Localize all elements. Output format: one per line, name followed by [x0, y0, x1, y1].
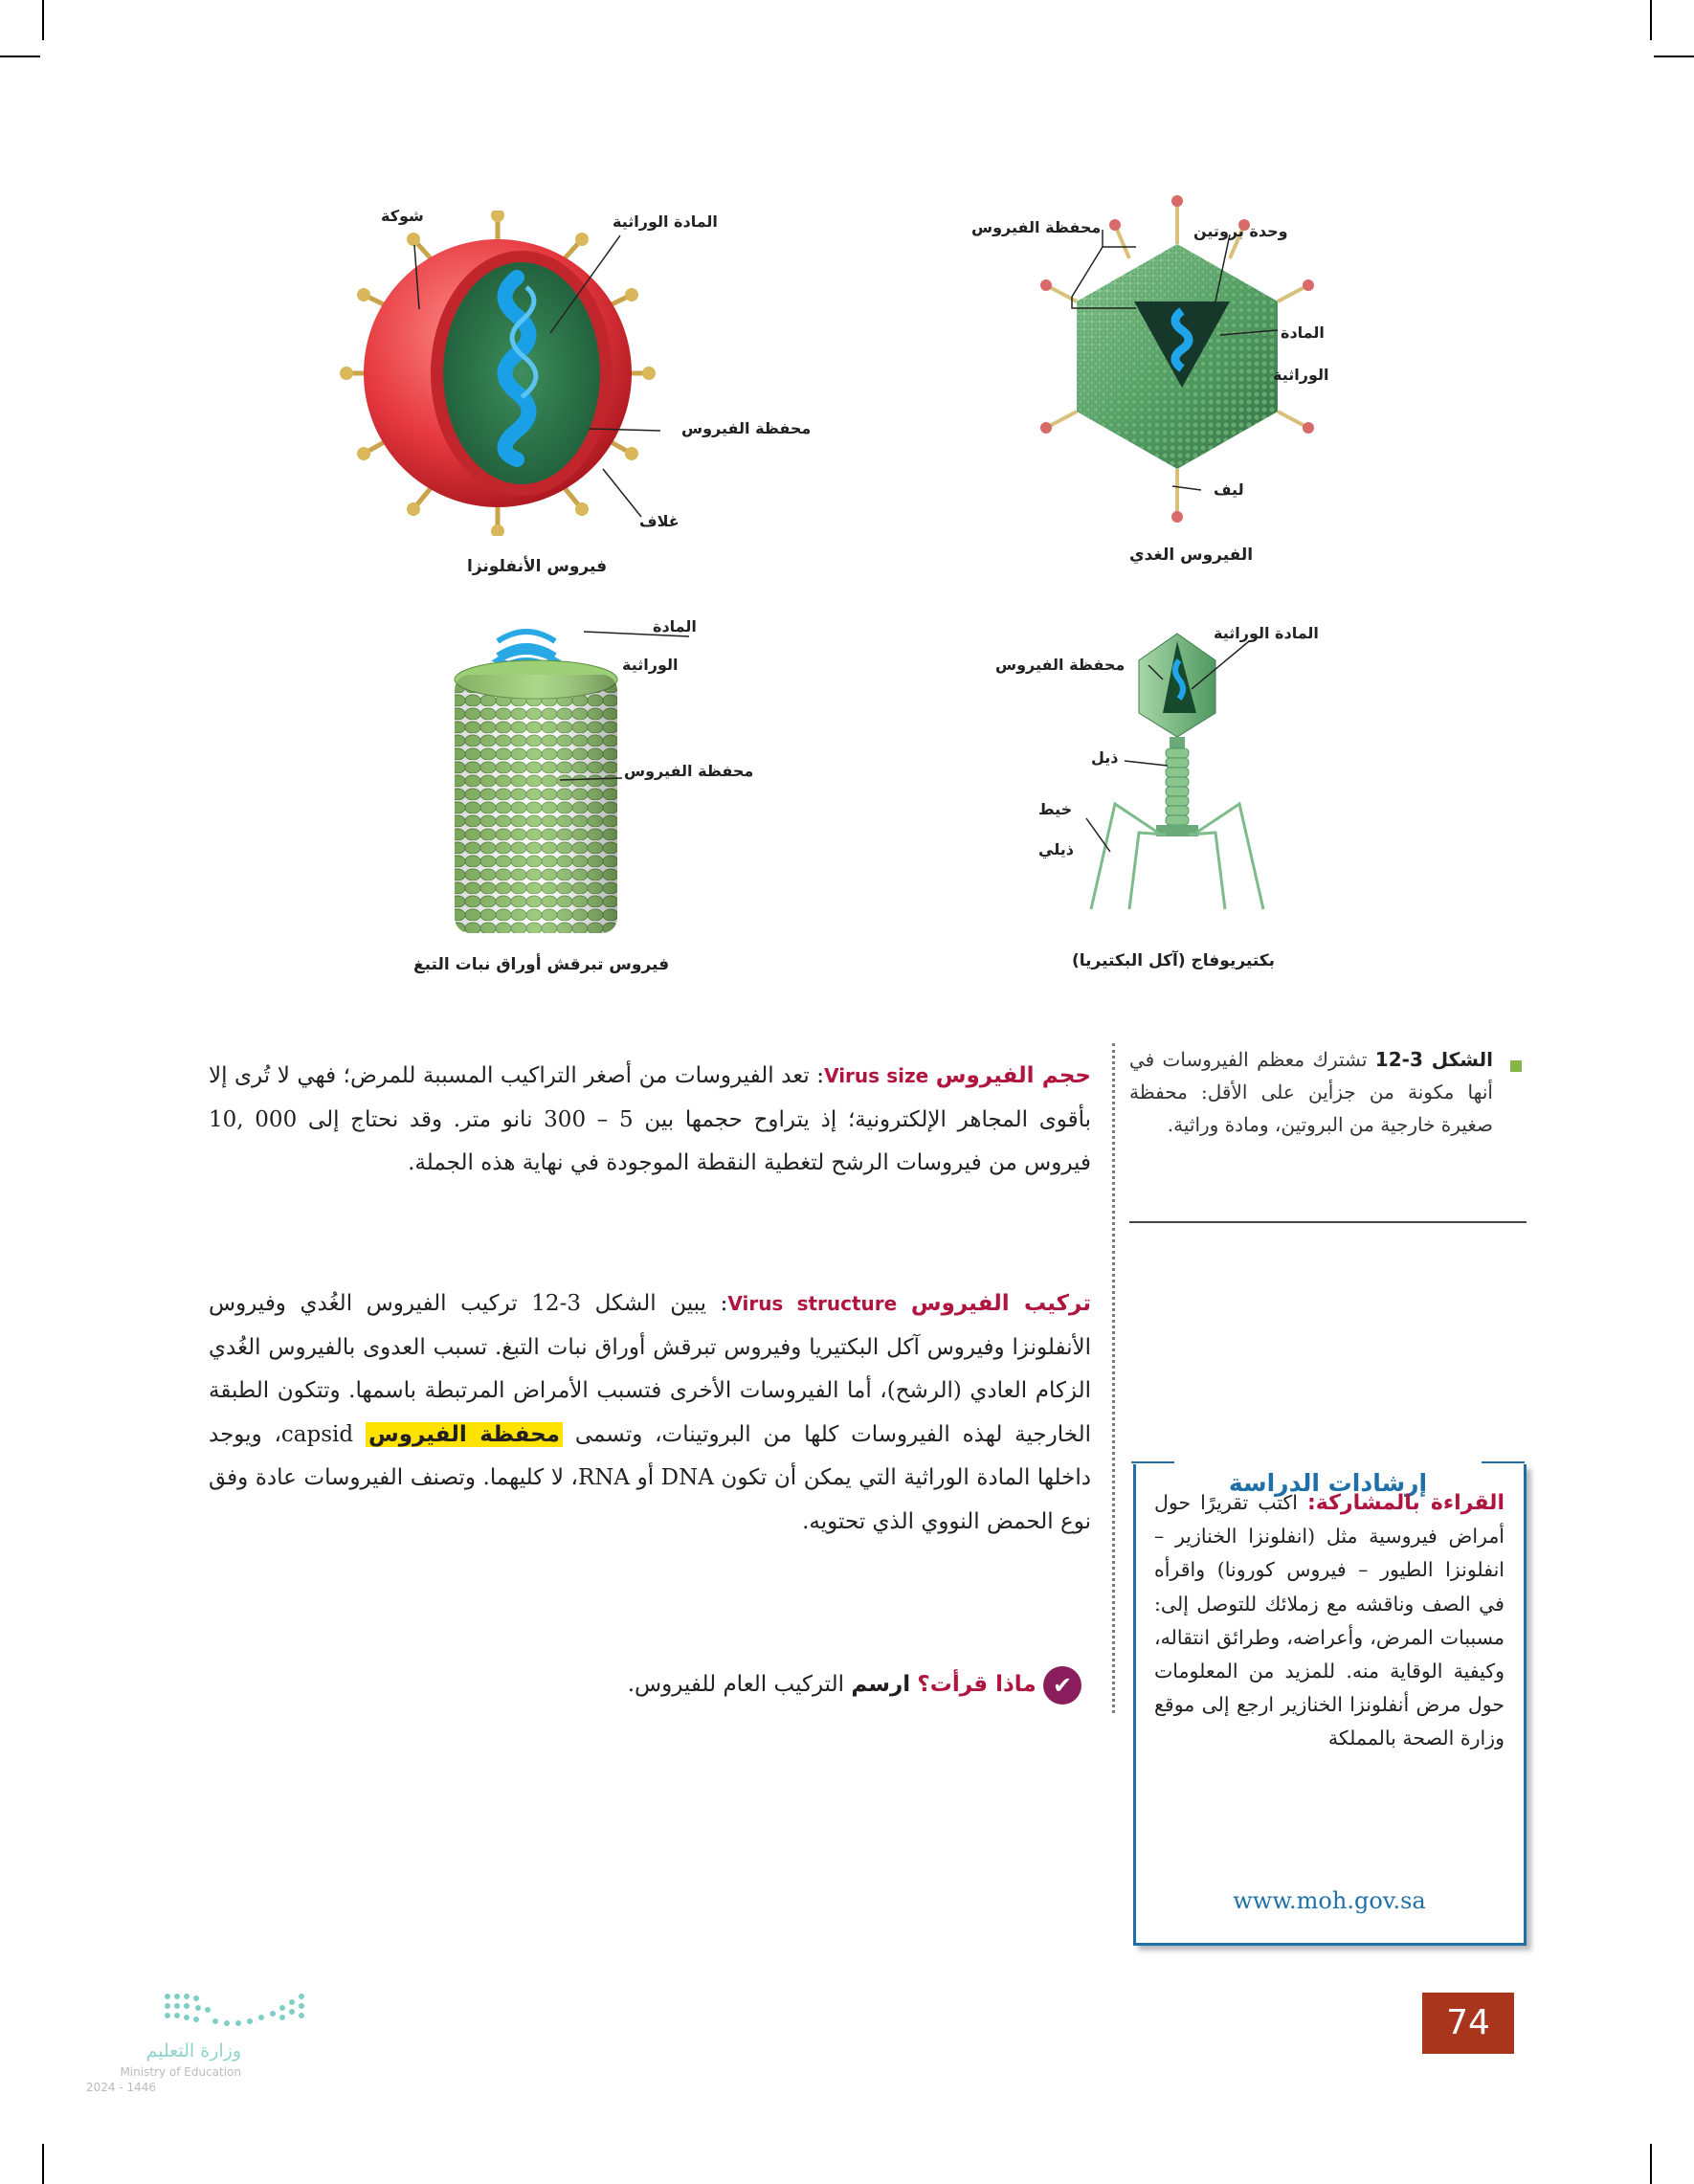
virus-structure-term: تركيب الفيروس	[910, 1291, 1091, 1316]
phage-title: بكتيريوفاج (آكل البكتيريا)	[1072, 951, 1276, 970]
column-divider	[1112, 1043, 1115, 1713]
ministry-logo-icon	[158, 1989, 321, 2037]
checkmark-icon: ✔	[1043, 1666, 1081, 1705]
virus-size-term-en: Virus size	[824, 1064, 929, 1087]
label-genetic-material-1: المادة	[653, 617, 697, 635]
caption-text: تشترك معظم الفيروسات في أنها مكونة من جزأين على الأقل: محفظة صغيرة خارجية من البروتين، ومادة وراثية.	[1129, 1048, 1493, 1136]
label-protein-unit: وحدة بروتين	[1193, 222, 1288, 240]
label-genetic-material: المادة الوراثية	[1214, 624, 1319, 642]
virus-structure-paragraph	[209, 1282, 1091, 1544]
crop-mark	[1650, 2144, 1652, 2184]
virus-size-paragraph	[209, 1055, 1091, 1186]
sidebar-title-rule	[1131, 1461, 1174, 1463]
caption-bullet-icon	[1510, 1060, 1522, 1072]
label-genetic-material-2: الوراثية	[1273, 366, 1329, 384]
reading-check-verb: ارسم	[851, 1672, 911, 1697]
virus-structure-text-1: : يبين الشكل 3-12 تركيب الفيروس الغُدي وفيروس الأنفلونزا وفيروس آكل البكتيريا وفيروس تبرقش أوراق نبات التبغ. تسبب العدوى بالفيروس الغُدي الزكام العادي (الرشح)، أما الفيروسات الأخرى فتسبب الأمراض المرتبطة باسمها. وتتكون الطبقة الخارجية لهذه الفيروسات كلها من البروتينات، وتسمى	[209, 1291, 1092, 1447]
label-capsid: محفظة الفيروس	[995, 656, 1126, 674]
ministry-name-en: Ministry of Education	[120, 2065, 241, 2079]
page-number: 74	[1422, 1993, 1514, 2054]
crop-mark	[0, 56, 40, 57]
label-envelope: غلاف	[639, 512, 680, 530]
label-tail-fiber-1: خيط	[1038, 800, 1073, 818]
capsid-highlight: محفظة الفيروس	[366, 1422, 563, 1447]
sidebar-title: إرشادات الدراسة	[1228, 1469, 1428, 1497]
edition-year: 2024 - 1446	[86, 2081, 157, 2094]
virus-size-term: حجم الفيروس	[935, 1063, 1091, 1088]
moh-link[interactable]: www.moh.gov.sa	[1233, 1887, 1426, 1914]
label-capsid: محفظة الفيروس	[681, 419, 812, 437]
label-capsid: محفظة الفيروس	[971, 218, 1102, 236]
crop-mark	[42, 0, 44, 40]
sidebar-heading: القراءة بالمشاركة:	[1306, 1491, 1505, 1515]
influenza-title: فيروس الأنفلونزا	[467, 557, 608, 576]
adenovirus-title: الفيروس الغدي	[1129, 546, 1254, 565]
reading-check-text: التركيب العام للفيروس.	[627, 1672, 844, 1697]
label-genetic-material-2: الوراثية	[622, 656, 679, 674]
virus-size-text: : تعد الفيروسات من أصغر التراكيب المسببة للمرض؛ فهي لا تُرى إلا بأقوى المجاهر الإلكترونية؛ إذ يتراوح حجمها بين 5 – 300 نانو متر. وقد نحتاج إلى 000 ,10 فيروس من فيروسات الرشح لتغطية النقطة الموجودة في نهاية هذه الجملة.	[209, 1063, 1091, 1175]
influenza-leaders	[373, 218, 718, 534]
sidebar-title-rule	[1482, 1461, 1525, 1463]
label-capsid: محفظة الفيروس	[624, 762, 754, 780]
caption-divider	[1129, 1221, 1527, 1223]
crop-mark	[1650, 0, 1652, 40]
label-genetic-material-1: المادة	[1281, 323, 1325, 342]
ministry-name-ar: وزارة التعليم	[145, 2040, 241, 2061]
virus-structure-term-en: Virus structure	[727, 1292, 898, 1315]
label-spike: شوكة	[381, 207, 424, 225]
crop-mark	[42, 2144, 44, 2184]
label-genetic-material: المادة الوراثية	[613, 212, 718, 231]
sidebar-body	[1154, 1486, 1505, 1756]
tobacco-title: فيروس تبرقش أوراق نبات التبغ	[413, 955, 670, 974]
reading-check-label: ماذا قرأت؟	[917, 1672, 1036, 1697]
label-fiber: ليف	[1214, 480, 1244, 499]
crop-mark	[1654, 56, 1694, 57]
caption-label: الشكل 3-12	[1374, 1048, 1493, 1071]
label-tail: ذيل	[1091, 748, 1119, 767]
reading-check	[479, 1665, 1081, 1705]
adenovirus-leaders	[1067, 220, 1354, 507]
virus-structure-text-2: capsid، ويوجد داخلها المادة الوراثية التي يمكن أن تكون DNA أو RNA، لا كليهما. وتصنف الفيروسات عادة وفق نوع الحمض النووي الذي تحتويه.	[209, 1421, 1091, 1534]
sidebar-text: اكتب تقريرًا حول أمراض فيروسية مثل (انفلونزا الخنازير – انفلونزا الطيور – فيروس كورونا) واقرأه في الصف وناقشه مع زملائك للتوصل إلى: مسببات المرض، وأعراضه، وطرائق انتقاله، وكيفية الوقاية منه. للمزيد من المعلومات حول مرض أنفلونزا الخنازير ارجع إلى موقع وزارة الصحة بالمملكة	[1154, 1491, 1505, 1750]
label-tail-fiber-2: ذيلي	[1038, 840, 1074, 858]
